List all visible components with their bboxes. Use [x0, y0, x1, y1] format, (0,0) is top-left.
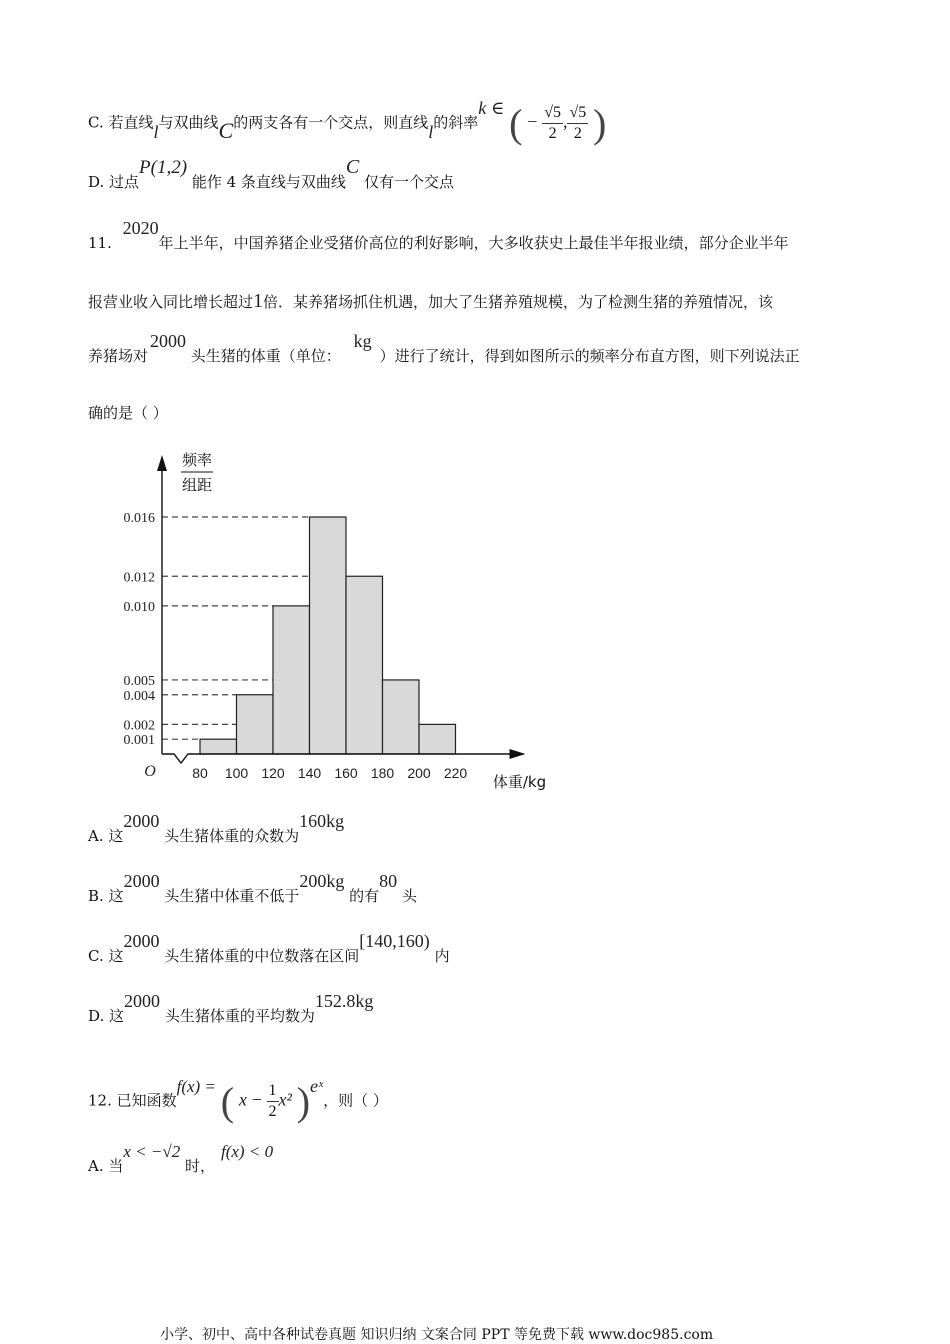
option-text: 的两支各有一个交点，则直线	[233, 113, 429, 132]
stem-text: 养猪场对	[88, 347, 149, 365]
left-paren: (	[509, 101, 523, 146]
math-condition: x < −√2	[123, 1142, 181, 1161]
q10-option-d	[88, 156, 455, 193]
q11-option-c: C. 这2000 头生猪体重的中位数落在区间[140,160) 内	[88, 931, 450, 965]
option-text: C. 若直线	[88, 113, 154, 132]
math-value: 152.8kg	[314, 991, 374, 1011]
math-l: l	[428, 121, 434, 142]
q11-stem-line3	[88, 331, 800, 366]
math-minus: −	[251, 1089, 262, 1110]
q10-option-c	[88, 97, 607, 147]
option-text: D. 过点	[88, 173, 140, 191]
histogram-bar-4	[346, 576, 383, 754]
y-tick-label-4: 0.010	[123, 599, 155, 615]
q11-stem-line2	[88, 290, 773, 313]
x-axis-label: 体重/kg	[492, 773, 547, 791]
x-tick-label-5: 180	[370, 765, 395, 781]
q11-stem-line4	[88, 402, 168, 423]
math-year: 2020	[122, 218, 159, 238]
math-point: P(1,2)	[139, 157, 188, 178]
math-x-squared: x²	[278, 1089, 292, 1110]
right-paren: )	[593, 101, 607, 146]
stem-text: 确的是（ ）	[88, 404, 168, 422]
stem-text: 年上半年，中国养猪企业受猪价高位的利好影响，大多收获史上最佳半年报业绩，部分企业半年	[158, 234, 789, 252]
y-axis-arrow	[157, 455, 167, 471]
math-comma: ,	[562, 111, 568, 132]
x-axis-arrow	[510, 749, 526, 759]
q11-option-a: A. 这2000 头生猪体重的众数为160kg	[88, 811, 345, 845]
q12-stem	[88, 1075, 388, 1125]
math-one: 1	[253, 290, 264, 312]
q11-option-d: D. 这2000 头生猪体重的平均数为152.8kg	[88, 991, 374, 1025]
math-minus: −	[527, 111, 538, 132]
option-text: 与双曲线	[158, 113, 219, 132]
math-2000: 2000	[124, 991, 161, 1011]
histogram-bar-0	[200, 739, 237, 754]
question-number: 11.	[88, 234, 112, 252]
x-tick-label-3: 140	[297, 765, 322, 781]
y-label-bottom: 组距	[181, 476, 213, 494]
stem-text: ）进行了统计，得到如图所示的频率分布直方图，则下列说法正	[379, 347, 800, 365]
stem-text: 倍．某养猪场抓住机遇，加大了生猪养殖规模，为了检测生猪的养殖情况，该	[263, 293, 774, 311]
y-label-top: 频率	[181, 451, 213, 469]
math-l: l	[153, 121, 159, 142]
histogram-bar-5	[383, 680, 420, 754]
y-tick-label-3: 0.005	[123, 673, 155, 689]
y-tick-label-0: 0.001	[123, 733, 155, 749]
math-unit-kg: kg	[353, 331, 372, 351]
origin-label: O	[144, 763, 156, 780]
math-value: 200kg	[299, 871, 345, 891]
stem-text: ，则（ ）	[323, 1091, 388, 1110]
math-2000: 2000	[123, 871, 160, 891]
y-tick-label-5: 0.012	[123, 570, 155, 586]
q11-stem-line1	[88, 218, 789, 253]
histogram-bar-1	[237, 695, 274, 754]
y-tick-label-1: 0.002	[123, 718, 155, 734]
page-footer: 小学、初中、高中各种试卷真题 知识归纳 文案合同 PPT 等免费下载 www.doc985.com	[160, 1327, 714, 1343]
math-result: f(x) < 0	[221, 1142, 274, 1161]
q12-option-a: A. 当x < −√2 时，f(x) < 0	[88, 1142, 274, 1175]
math-C: C	[218, 117, 234, 143]
x-tick-label-0: 80	[192, 765, 208, 781]
y-tick-label-2: 0.004	[123, 688, 155, 704]
math-2000: 2000	[123, 931, 160, 951]
math-exp: eˣ	[310, 1075, 324, 1096]
math-in: ∈	[491, 97, 505, 118]
math-fx: f(x) =	[176, 1076, 216, 1096]
math-C: C	[345, 156, 360, 178]
stem-text: 12. 已知函数	[88, 1091, 177, 1110]
math-k: k	[478, 97, 487, 118]
fraction-half: $\frac{1}{2}$	[268, 1082, 277, 1120]
math-value: 80	[379, 871, 398, 891]
option-text: 能作 4 条直线与双曲线	[191, 173, 346, 191]
frequency-histogram	[123, 445, 550, 795]
x-tick-label-2: 120	[261, 765, 285, 781]
math-value: 160kg	[299, 811, 345, 831]
fraction: $\frac{√5}{2}$	[544, 104, 561, 142]
math-2000: 2000	[123, 811, 160, 831]
stem-text: 头生猪的体重（单位：	[190, 347, 341, 365]
x-tick-label-7: 220	[443, 765, 468, 781]
math-2000: 2000	[150, 331, 187, 351]
option-text: 仅有一个交点	[364, 173, 455, 191]
right-paren: )	[296, 1079, 311, 1124]
q11-option-b: B. 这2000 头生猪中体重不低于200kg 的有80 头	[88, 871, 417, 905]
x-axis	[162, 754, 516, 763]
stem-text: 报营业收入同比增长超过	[88, 293, 254, 311]
y-tick-label-6: 0.016	[123, 511, 155, 526]
option-text: 的斜率	[433, 113, 479, 132]
math-interval: [140,160)	[359, 931, 430, 951]
math-x: x	[238, 1089, 247, 1110]
histogram-bar-6	[419, 724, 456, 754]
left-paren: (	[220, 1079, 235, 1124]
histogram-bar-3	[310, 517, 347, 754]
x-tick-label-6: 200	[407, 765, 431, 781]
x-tick-label-4: 160	[334, 765, 358, 781]
fraction: $\frac{√5}{2}$	[569, 104, 587, 142]
x-tick-label-1: 100	[224, 765, 249, 781]
histogram-bar-2	[273, 606, 310, 754]
